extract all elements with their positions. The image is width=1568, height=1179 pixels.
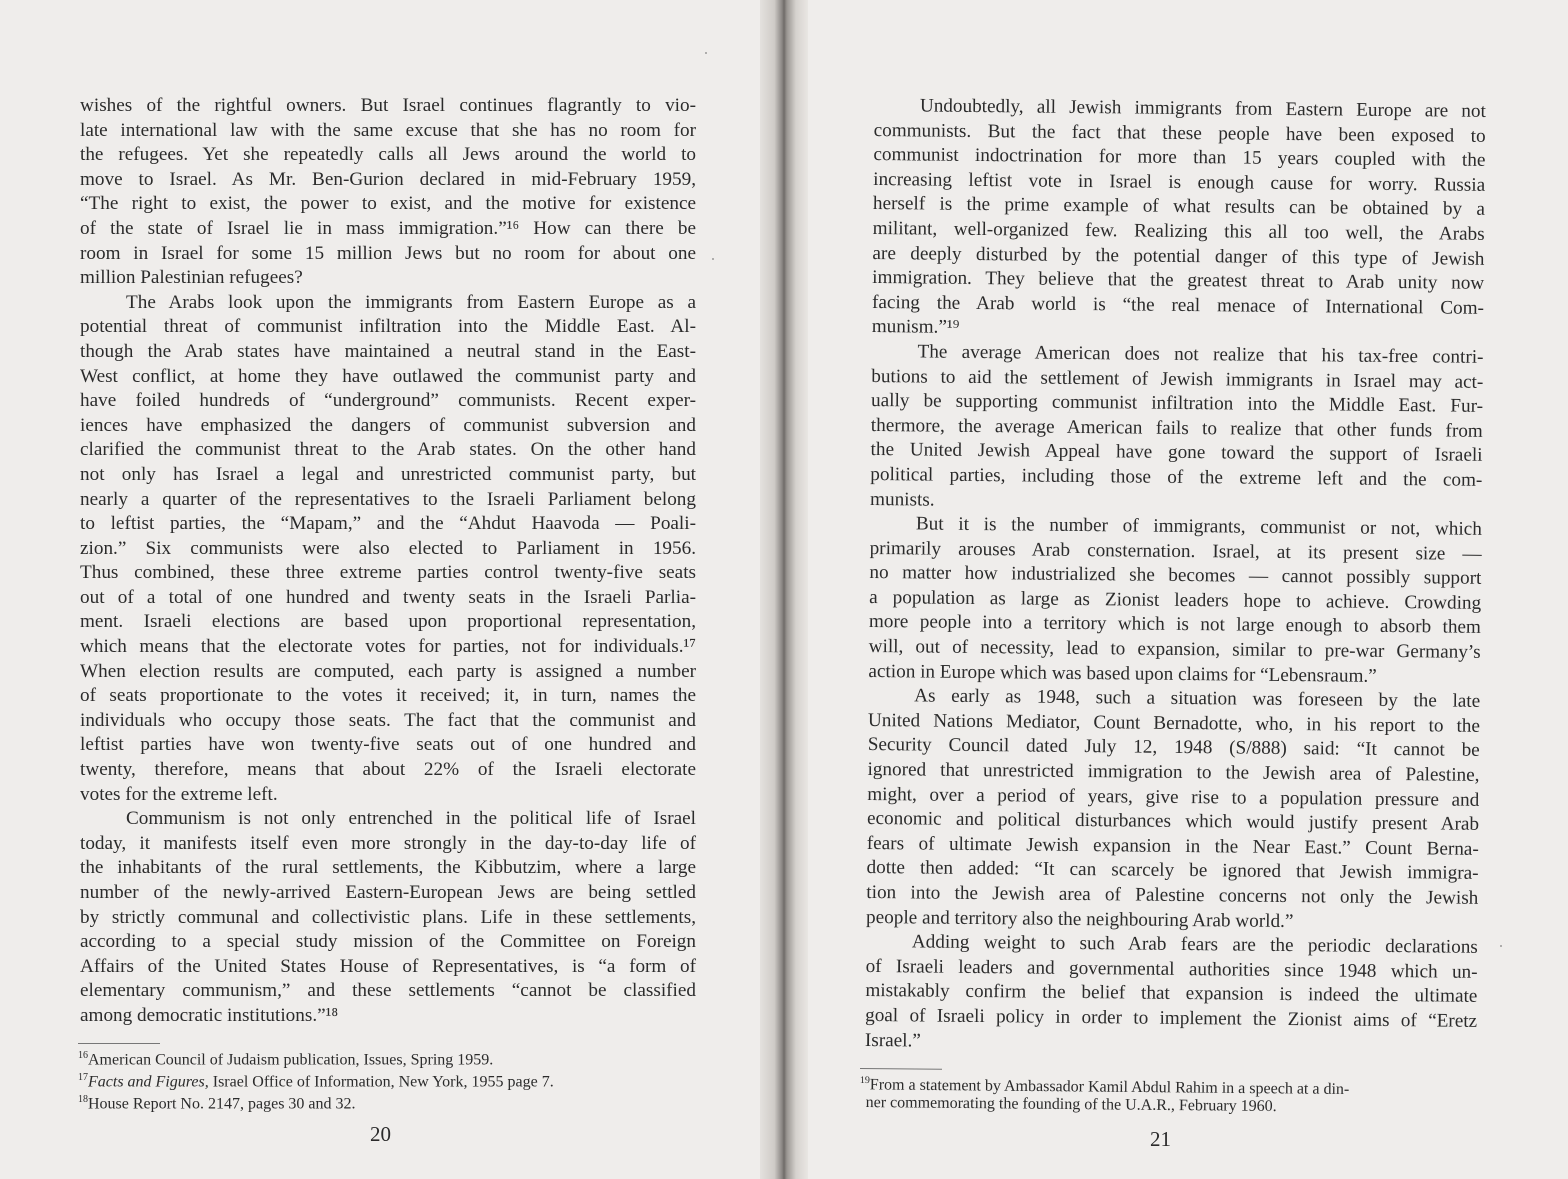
text-line: according to a special study mission of the Committee on Foreign (80, 931, 696, 953)
text-line: ment. Israeli elections are based upon proportional representation, (80, 611, 696, 633)
text-line: the inhabitants of the rural settlements, the Kibbutzim, where a large (80, 857, 696, 879)
text-line: twenty, therefore, means that about 22% of the Israeli electorate (80, 759, 696, 781)
text-line: West conflict, at home they have outlawed the communist party and (80, 365, 696, 387)
text-line: are deeply disturbed by the potential danger of this type of Jewish (872, 242, 1485, 270)
text-line: out of a total of one hundred and twenty seats in the Israeli Parlia- (80, 586, 696, 608)
text-line: number of the newly-arrived Eastern-European Jews are being settled (80, 882, 696, 903)
text-line: leftist parties have won twenty-five seats out of one hundred and (80, 734, 696, 756)
text-line: people and territory also the neighbouring Arab world.” (865, 906, 1294, 932)
text-line: of seats proportionate to the votes it received; it, in turn, names the (80, 685, 696, 707)
text-line: increasing leftist vote in Israel is enough cause for worry. Russia (873, 168, 1486, 196)
text-line: Communism is not only entrenched in the political life of Israel (126, 808, 696, 830)
text-line: mistakably confirm the belief that expansion is indeed the ultimate (865, 980, 1478, 1008)
footnote-italic-title: Facts and Figures, (88, 1073, 209, 1091)
text-line: wishes of the rightful owners. But Israel continues flagrantly to vio- (80, 95, 696, 116)
text-line: munists. (870, 488, 935, 511)
text-line: political parties, including those of the extreme left and the com- (870, 463, 1483, 491)
text-line: votes for the extreme left. (80, 783, 278, 805)
text-line: potential threat of communist infiltration into the Middle East. Al- (80, 316, 696, 338)
text-line: communist indoctrination for more than 15 years coupled with the (873, 144, 1486, 172)
text-line: “The right to exist, the power to exist, and the motive for existence (80, 193, 696, 215)
text-line: of Israeli leaders and governmental authorities since 1948 which un- (865, 955, 1478, 983)
text-line: immigration. They believe that the greatest threat to Arab unity now (872, 267, 1485, 295)
footnote-rule (78, 1043, 160, 1044)
text-line: primarily arouses Arab consternation. Israel, at its present size — (869, 537, 1482, 565)
paper-speck (712, 258, 714, 260)
text-line: late international law with the same excuse that she has no room for (80, 119, 696, 141)
text-line: tion into the Jewish area of Palestine concerns not only the Jewish (866, 881, 1479, 909)
text-line: Adding weight to such Arab fears are the periodic declarations (911, 931, 1478, 959)
text-line: As early as 1948, such a situation was foreseen by the late (914, 685, 1481, 713)
text-line: iences have emphasized the dangers of communist subversion and (80, 414, 696, 436)
text-line: The Arabs look upon the immigrants from Eastern Europe as a (126, 291, 696, 313)
text-line: Affairs of the United States House of Representatives, is “a form of (80, 955, 696, 977)
text-line: Security Council dated July 12, 1948 (S/888) said: “It cannot be (867, 734, 1480, 762)
right-footnote-list (860, 1072, 1490, 1117)
text-line: individuals who occupy those seats. The fact that the communist and (80, 709, 696, 731)
left-body-text (80, 94, 696, 1029)
text-line: no matter how industrialized she becomes — cannot possibly support (869, 562, 1482, 590)
footnote (78, 1069, 678, 1091)
left-footnotes (78, 1043, 678, 1112)
text-line: militant, well-organized few. Realizing this all too well, the Arabs (872, 217, 1485, 245)
text-line: room in Israel for some 15 million Jews but no room for about one (80, 242, 696, 264)
footnote-rule (860, 1068, 942, 1070)
text-line: not only has Israel a legal and unrestricted communist party, but (80, 463, 696, 485)
paper-speck (705, 52, 707, 54)
text-line: today, it manifests itself even more strongly in the day-to-day life of (80, 832, 696, 854)
text-line: a population as large as Zionist leaders hope to achieve. Crowding (869, 586, 1482, 614)
footnote-text: From a statement by Ambassador Kamil Abdul Rahim in a speech at a din- (869, 1076, 1350, 1099)
text-line: The average American does not realize that his tax-free contri- (917, 341, 1484, 368)
text-line: though the Arab states have maintained a neutral stand in the East- (80, 340, 696, 362)
footnote (78, 1091, 678, 1113)
text-line: Undoubtedly, all Jewish immigrants from Eastern Europe are not (919, 95, 1486, 122)
text-line: of the state of Israel lie in mass immigration.”¹⁶ How can there be (80, 217, 696, 239)
left-page-number: 20 (370, 1122, 391, 1146)
text-line: United Nations Mediator, Count Bernadotte, who, in his report to the (867, 709, 1481, 737)
left-page (0, 0, 778, 1179)
text-line: Thus combined, these three extreme parties control twenty-five seats (80, 562, 696, 584)
text-line: thermore, the average American fails to realize that other funds from (870, 414, 1483, 442)
book-gutter (760, 0, 808, 1179)
footnote-text: ner commemorating the founding of the U.A.R., February 1960. (865, 1093, 1277, 1115)
right-page (790, 0, 1568, 1179)
left-footnote-list (78, 1047, 678, 1112)
text-line: facing the Arab world is “the real menace of International Com- (871, 291, 1485, 319)
text-line: nearly a quarter of the representatives to the Israeli Parliament belong (80, 488, 696, 510)
text-line: by strictly communal and collectivistic plans. Life in these settlements, (80, 906, 696, 928)
text-line: action in Europe which was based upon claims for “Lebensraum.” (868, 660, 1377, 687)
text-line: herself is the prime example of what results can be obtained by a (872, 193, 1486, 221)
text-line: munism.”¹⁹ (871, 316, 960, 339)
text-line: might, over a period of years, give rise to a population pressure and (867, 783, 1480, 811)
paper-speck (1500, 945, 1502, 947)
text-line: dotte then added: “It can scarcely be ignored that Jewish immigra- (866, 857, 1479, 885)
text-line: the refugees. Yet she repeatedly calls all Jews around the world to (80, 144, 696, 166)
text-line: the United Jewish Appeal have gone toward the support of Israeli (870, 439, 1483, 467)
text-line: elementary communism,” and these settlements “cannot be classified (80, 980, 696, 1002)
text-line: Israel.” (864, 1029, 921, 1052)
right-footnotes (860, 1068, 1490, 1117)
text-line: goal of Israeli policy in order to implement the Zionist aims of “Eretz (865, 1004, 1478, 1032)
text-line: have foiled hundreds of “underground” communists. Recent exper- (80, 390, 696, 412)
text-line: more people into a territory which is not large enough to absorb them (868, 611, 1482, 639)
text-line: ually be supporting communist infiltration into the Middle East. Fur- (870, 390, 1484, 417)
footnote (78, 1047, 678, 1069)
text-line: will, out of necessity, lead to expansion, similar to pre-war Germany’s (868, 636, 1481, 663)
text-line: ignored that unrestricted immigration to the Jewish area of Palestine, (867, 759, 1480, 786)
text-line: zion.” Six communists were also elected to Parliament in 1956. (80, 537, 696, 559)
text-line: move to Israel. As Mr. Ben-Gurion declared in mid-February 1959, (80, 168, 696, 190)
footnote-number: 16 (78, 1050, 88, 1061)
text-line: communists. But the fact that these people have been exposed to (873, 119, 1486, 147)
footnote-text: House Report No. 2147, pages 30 and 32. (88, 1094, 356, 1112)
footnote-number: 18 (78, 1093, 88, 1105)
right-page-number: 21 (1150, 1127, 1171, 1151)
footnote-number: 17 (78, 1071, 88, 1083)
right-body-text (865, 94, 1486, 1059)
text-line: to leftist parties, the “Mapam,” and the “Ahdut Haavoda — Poali- (80, 513, 696, 535)
footnote-text: Israel Office of Information, New York, 1955 page 7. (208, 1073, 554, 1091)
text-line: million Palestinian refugees? (80, 267, 303, 289)
text-line: clarified the communist threat to the Arab states. On the other hand (80, 439, 696, 461)
text-line: butions to aid the settlement of Jewish immigrants in Israel may act- (871, 365, 1484, 393)
text-line: among democratic institutions.”¹⁸ (80, 1004, 339, 1026)
footnote-text: American Council of Judaism publication, Issues, Spring 1959. (88, 1051, 494, 1069)
footnote-number: 19 (859, 1074, 870, 1087)
text-line: which means that the electorate votes for parties, not for individuals.¹⁷ (80, 636, 696, 658)
text-line: fears of ultimate Jewish expansion in the Near East.” Count Berna- (866, 832, 1479, 860)
text-line: economic and political disturbances which would justify present Arab (866, 808, 1480, 836)
text-line: But it is the number of immigrants, communist or not, which (915, 513, 1482, 540)
text-line: When election results are computed, each party is assigned a number (80, 660, 696, 682)
